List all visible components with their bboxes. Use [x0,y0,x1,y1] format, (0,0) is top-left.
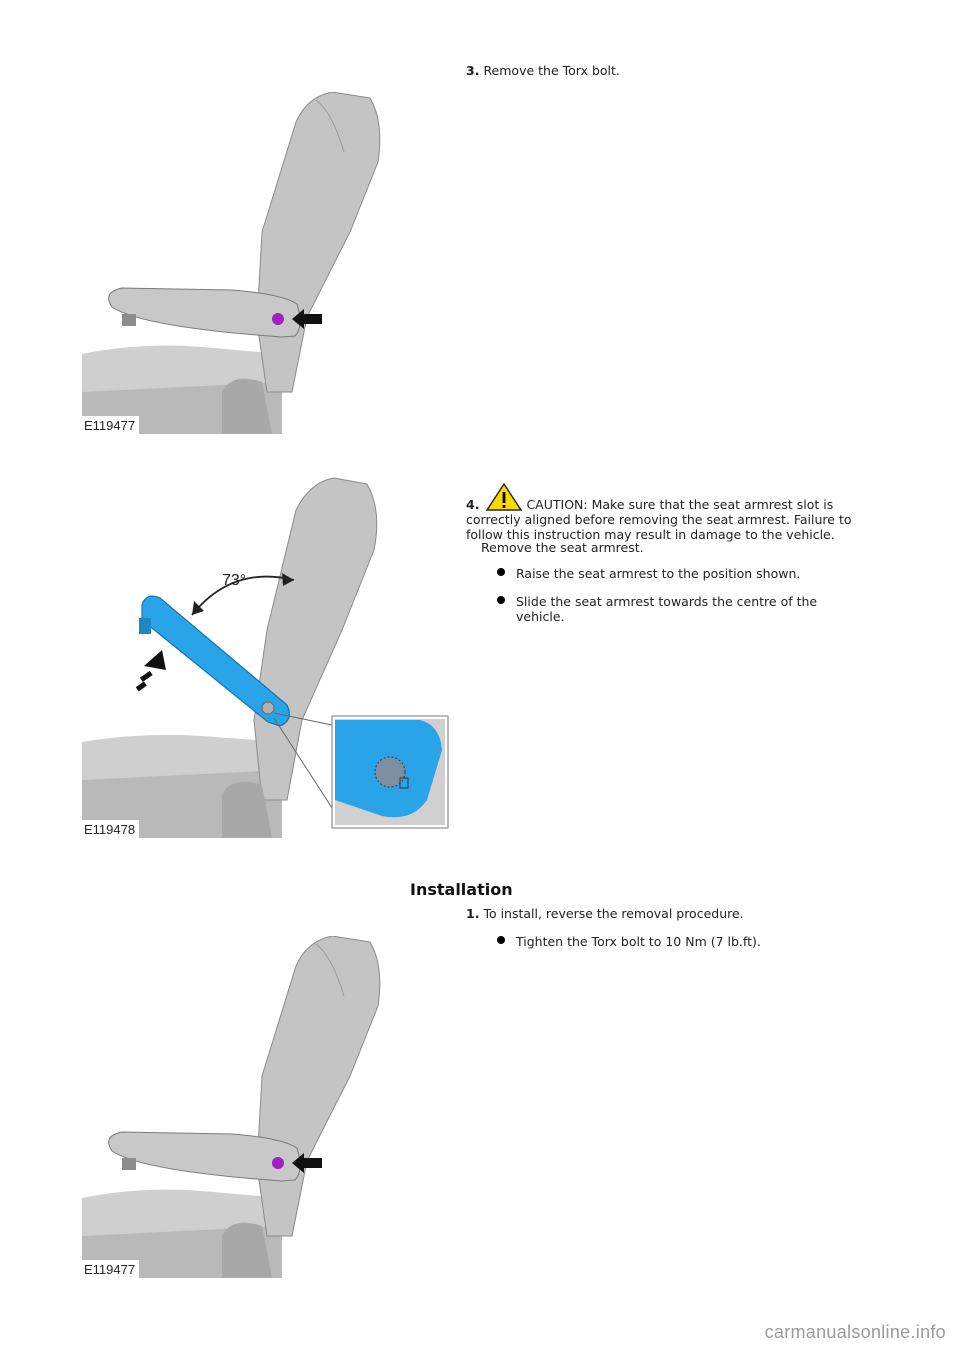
figure-seat-armrest-bolt-install [82,936,386,1278]
direction-arrow-icon [144,650,166,670]
step-4 [466,482,886,542]
step-text: Remove the Torx bolt. [483,63,620,78]
installation-title: Installation [410,880,513,899]
warning-triangle-icon [485,482,523,512]
figure-label: E119478 [82,820,139,838]
figure-seat-armrest-bolt [82,92,386,434]
step-3 [466,63,620,78]
watermark: carmanualsonline.info [764,1322,946,1342]
installation-step-1 [466,906,744,921]
bullet-item: Slide the seat armrest towards the centre of the vehicle. [497,594,817,624]
figure-label: E119477 [82,416,139,434]
step-number: 1. [466,906,480,921]
caution-line-2: correctly aligned before removing the seat armrest. Failure to [466,512,852,527]
caution-line-3: follow this instruction may result in damage to the vehicle. [466,527,835,542]
figure-raise-armrest [82,470,452,838]
step-number: 4. [466,497,480,512]
bullet-icon [497,568,505,576]
step-4-action: Remove the seat armrest. [481,540,644,555]
bullet-item: Tighten the Torx bolt to 10 Nm (7 lb.ft). [497,934,761,949]
bolt-marker-icon [272,1157,284,1169]
bolt-marker-icon [272,313,284,325]
seat-illustration [82,92,386,434]
step-number: 3. [466,63,480,78]
seat-illustration [82,470,452,838]
angle-label: 73° [222,572,247,589]
bullet-icon [497,936,505,944]
step-text: To install, reverse the removal procedure. [483,906,744,921]
seat-illustration [82,936,386,1278]
figure-label: E119477 [82,1260,139,1278]
caution-line-1: CAUTION: Make sure that the seat armrest slot is [526,497,834,512]
bullet-item: Raise the seat armrest to the position shown. [497,566,800,581]
bullet-icon [497,596,505,604]
